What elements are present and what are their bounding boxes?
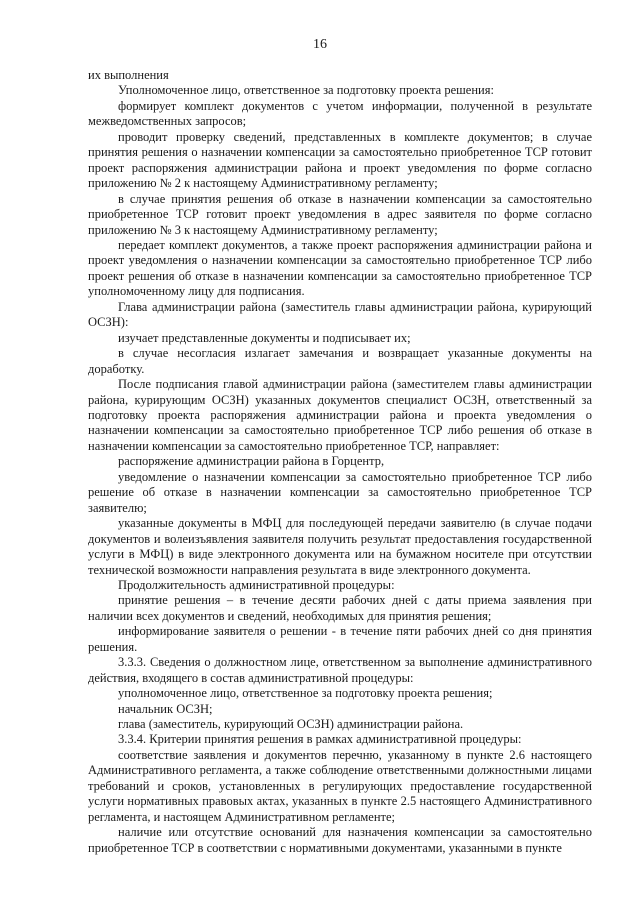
paragraph: 3.3.3. Сведения о должностном лице, ответственном за выполнение административного действия, входящего в состав административной процедуры: — [88, 655, 592, 685]
paragraph: в случае несогласия излагает замечания и возвращает указанные документы на доработку. — [88, 346, 592, 376]
paragraph: передает комплект документов, а также проект распоряжения администрации района и проект уведомления о назначении компенсации за самостоятельно приобретенное ТСР либо проект решения об отказе в назначении компенсации за самостоятельно приобретенное ТСР уполномоченному лицу для подписания. — [88, 237, 592, 299]
paragraph: указанные документы в МФЦ для последующей передачи заявителю (в случае подачи документов и волеизъявления заявителя получить результат предоставления государственной услуги в МФЦ) в виде электронного документа или на бумажном носителе при отсутствии технической возможности направления результата в виде электронного документа. — [88, 516, 592, 577]
paragraph: Уполномоченное лицо, ответственное за подготовку проекта решения: — [118, 83, 494, 98]
paragraph: начальник ОСЗН; — [118, 701, 213, 716]
paragraph: изучает представленные документы и подписывает их; — [118, 330, 411, 345]
paragraph: их выполнения — [88, 68, 169, 82]
paragraph: проводит проверку сведений, представленных в комплекте документов; в случае принятия решения о назначении компенсации за самостоятельно приобретенное ТСР готовит проект распоряжения администрации района и проект уведомления по форме согласно приложению № 2 к настоящему Административному регламенту; — [88, 129, 592, 191]
document-body — [88, 68, 592, 856]
paragraph: в случае принятия решения об отказе в назначении компенсации за самостоятельно приобретенное ТСР готовит проект уведомления в адрес заявителя по форме согласно приложению № 3 к настоящему Административному регламенту; — [88, 191, 592, 237]
paragraph: 3.3.4. Критерии принятия решения в рамках административной процедуры: — [118, 732, 522, 747]
paragraph: формирует комплект документов с учетом информации, полученной в результате межведомственных запросов; — [88, 98, 592, 129]
paragraph: После подписания главой администрации района (заместителем главы администрации района, курирующим ОСЗН) указанных документов специалист ОСЗН, ответственный за подготовку проекта распоряжения администрации района и проекта уведомления о назначении компенсации за самостоятельно приобретенное ТСР либо решения об отказе в назначении компенсации за самостоятельно приобретенное ТСР, направляет: — [88, 377, 592, 453]
page-number: 16 — [313, 37, 327, 52]
paragraph: информирование заявителя о решении - в течение пяти рабочих дней со дня принятия решения. — [88, 624, 592, 654]
paragraph: распоряжение администрации района в Горцентр, — [118, 454, 385, 469]
paragraph: уведомление о назначении компенсации за самостоятельно приобретенное ТСР либо решение об отказе в назначении компенсации за самостоятельно приобретенное ТСР заявителю; — [88, 469, 592, 515]
paragraph: уполномоченное лицо, ответственное за подготовку проекта решения; — [118, 686, 493, 701]
paragraph: наличие или отсутствие оснований для назначения компенсации за самостоятельно приобретенное ТСР в соответствии с нормативными документами, указанными в пункте — [88, 825, 592, 855]
paragraph: глава (заместитель, курирующий ОСЗН) администрации района. — [118, 717, 464, 732]
paragraph: Глава администрации района (заместитель главы администрации района, курирующий ОСЗН): — [88, 299, 592, 330]
paragraph: соответствие заявления и документов перечню, указанному в пункте 2.6 настоящего Административного регламента, а также соблюдение ответственными должностными лицами требований и сроков, установленных в регулирующих предоставление государственной услуги нормативных правовых актах, указанных в пункте 2.5 настоящего Административного регламента, и настоящем Административном регламенте; — [88, 747, 592, 824]
paragraph: принятие решения – в течение десяти рабочих дней с даты приема заявления при наличии всех документов и сведений, необходимых для принятия решения; — [88, 593, 592, 623]
paragraph: Продолжительность административной процедуры: — [118, 577, 395, 592]
